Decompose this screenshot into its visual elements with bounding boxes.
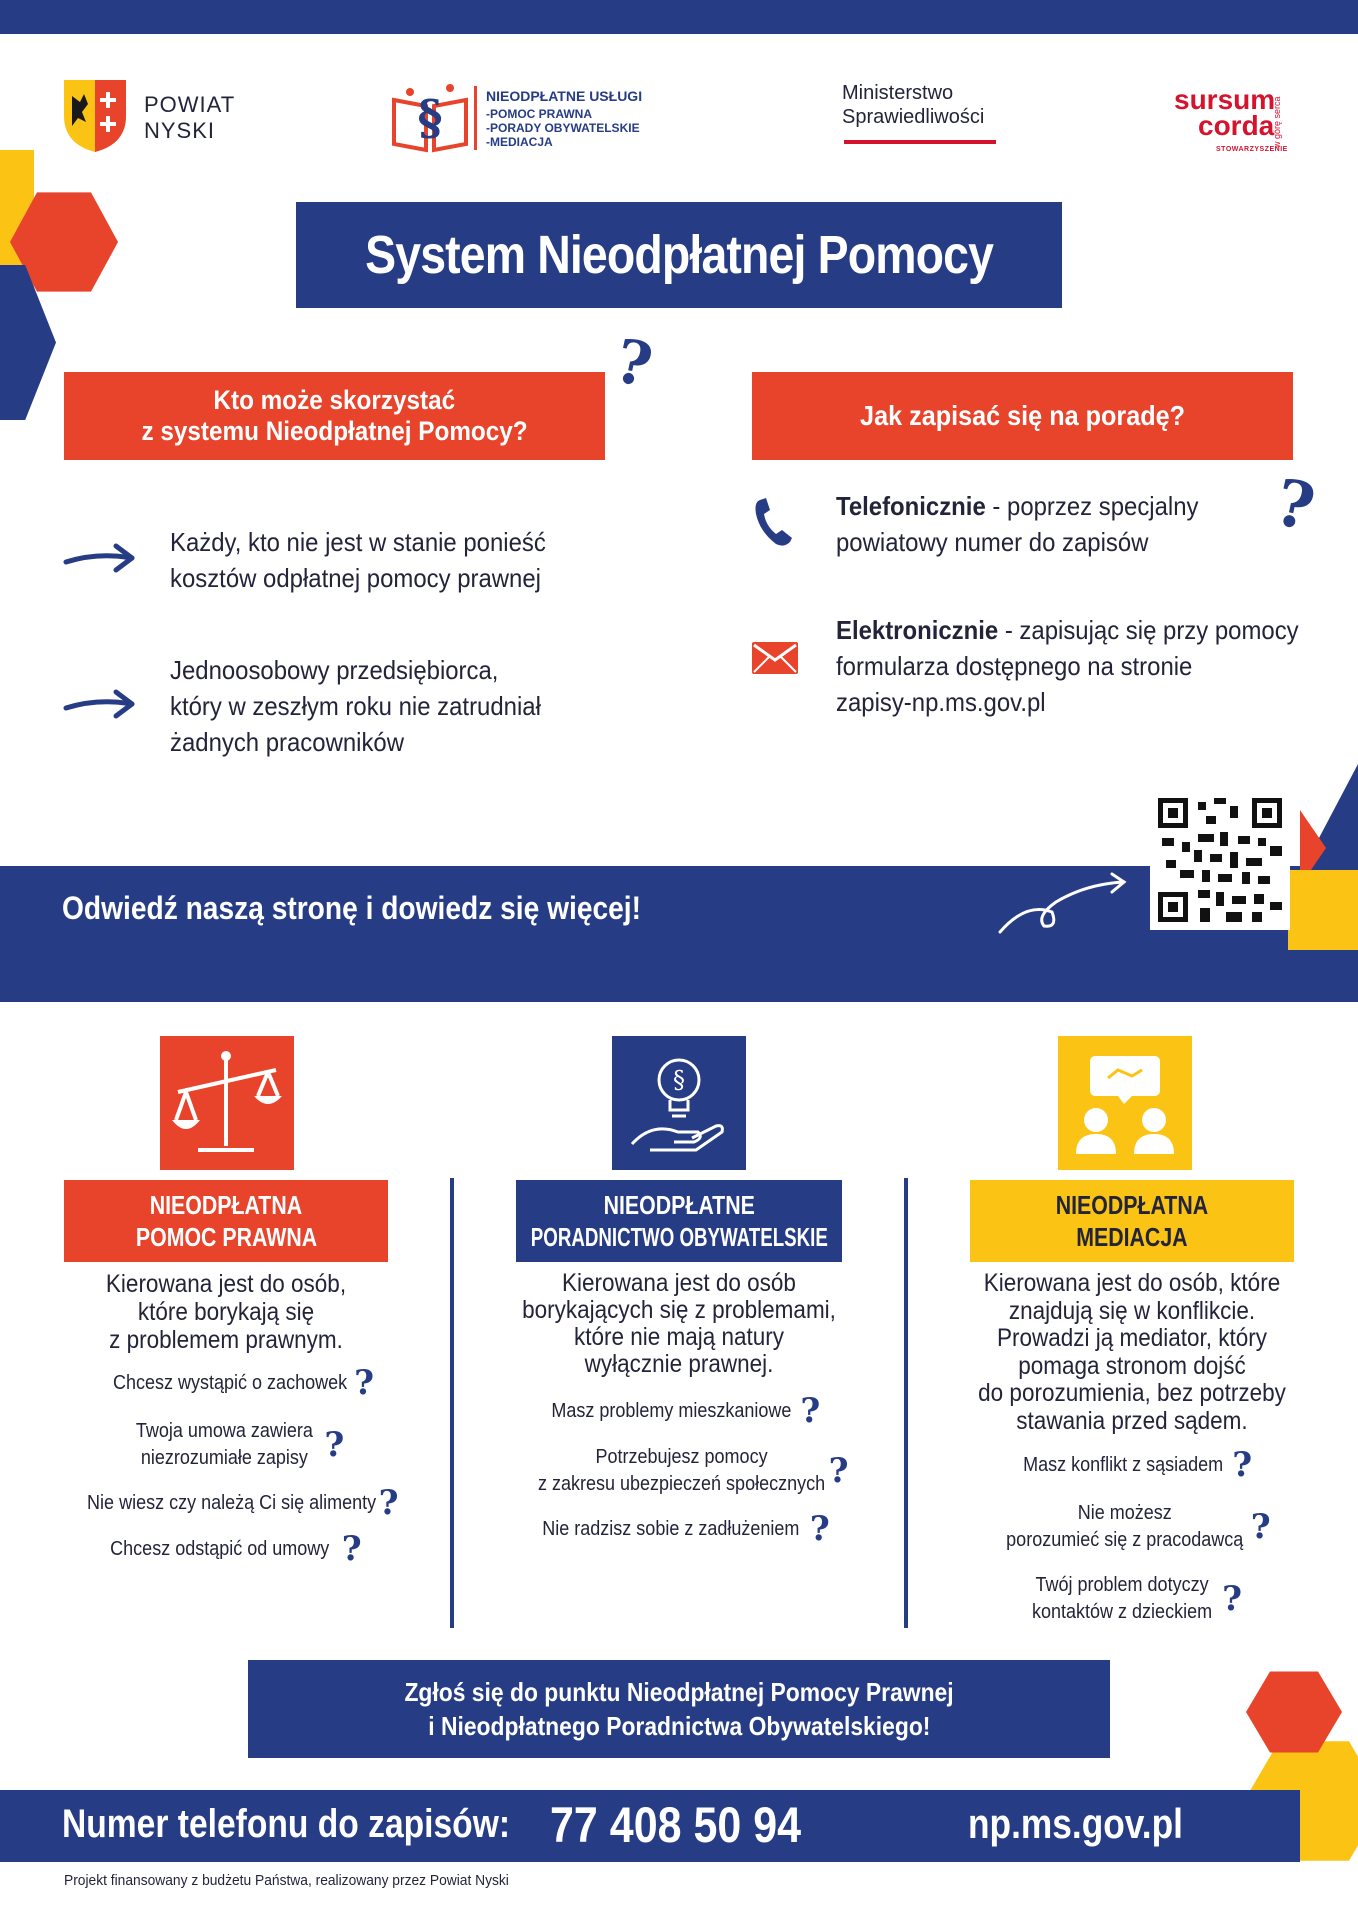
civic-q2 xyxy=(490,1444,880,1498)
ministry-logo xyxy=(842,80,1002,152)
column-divider xyxy=(450,1178,454,1628)
how-phone-line2: powiatowy numer do zapisów xyxy=(836,527,1149,557)
mediation-q2-line1: Nie możesz xyxy=(1078,1502,1173,1524)
how-email-bold: Elektronicznie xyxy=(836,615,999,645)
how-phone xyxy=(836,488,1198,560)
services-line2: -POMOC PRAWNA xyxy=(486,107,592,121)
legal-description xyxy=(64,1270,388,1354)
mediation-title-box xyxy=(970,1180,1294,1262)
mediation-q1-text: Masz konflikt z sąsiadem xyxy=(1023,1453,1224,1476)
who-item1 xyxy=(170,524,546,596)
mediation-q2 xyxy=(950,1500,1314,1554)
legal-q4-text: Chcesz odstąpić od umowy xyxy=(110,1537,330,1560)
mediation-desc-line5: do porozumienia, bez potrzeby xyxy=(978,1379,1286,1407)
how-heading-box xyxy=(752,372,1293,460)
sursum-side: w górę serca xyxy=(1272,96,1282,148)
question-mark-icon: ? xyxy=(354,1363,375,1403)
legal-icon-box xyxy=(160,1036,294,1170)
mediation-title-line1: NIEODPŁATNA xyxy=(1055,1190,1209,1220)
powiat-line2: NYSKI xyxy=(144,118,216,143)
legal-title-line1: NIEODPŁATNA xyxy=(149,1190,303,1220)
civic-q1 xyxy=(500,1391,858,1431)
arrow-right-icon xyxy=(62,686,138,722)
civic-q3-text: Nie radzisz sobie z zadłużeniem xyxy=(542,1517,800,1540)
civic-title-line1: NIEODPŁATNE xyxy=(603,1190,755,1220)
svg-text:§: § xyxy=(673,1066,685,1094)
envelope-icon xyxy=(752,642,798,674)
how-heading: Jak zapisać się na poradę? xyxy=(860,400,1185,431)
question-mark-icon: ? xyxy=(1250,1507,1271,1547)
who-item2-line1: Jednoosobowy przedsiębiorca, xyxy=(170,655,499,685)
services-logo xyxy=(390,78,670,158)
main-title-banner xyxy=(296,202,1062,308)
how-email-line2: formularza dostępnego na stronie xyxy=(836,651,1193,681)
legal-title-box xyxy=(64,1180,388,1262)
visit-text: Odwiedź naszą stronę i dowiedz się więcej! xyxy=(62,890,641,926)
how-phone-bold: Telefonicznie xyxy=(836,491,986,521)
who-heading-box xyxy=(64,372,605,460)
cta-line1: Zgłoś się do punktu Nieodpłatnej Pomocy Prawnej xyxy=(404,1677,954,1707)
legal-title-line2: POMOC PRAWNA xyxy=(135,1222,317,1252)
legal-desc-line2: które borykają się xyxy=(137,1298,315,1326)
ministry-underline xyxy=(844,140,996,144)
who-item2 xyxy=(170,652,541,760)
legal-q2-line1: Twoja umowa zawiera xyxy=(135,1420,313,1442)
mediation-q2-line2: porozumieć się z pracodawcą xyxy=(1006,1529,1244,1551)
services-line1: NIEODPŁATNE USŁUGI xyxy=(486,88,643,104)
top-bar xyxy=(0,0,1358,34)
paragraph-book-icon xyxy=(390,78,470,154)
civic-desc-line3: które nie mają natury xyxy=(573,1323,785,1351)
legal-desc-line3: z problemem prawnym. xyxy=(109,1326,343,1354)
mediation-description xyxy=(950,1270,1314,1435)
legal-q3-text: Nie wiesz czy należą Ci się alimenty xyxy=(87,1491,377,1514)
question-mark-icon: ? xyxy=(341,1529,362,1569)
civic-description xyxy=(500,1270,858,1378)
sursum-corda-logo xyxy=(1172,86,1302,162)
legal-q3 xyxy=(30,1483,440,1523)
question-mark-icon: ? xyxy=(609,326,659,402)
civic-title-box xyxy=(516,1180,842,1262)
legal-q1 xyxy=(52,1363,422,1403)
sursum-org: STOWARZYSZENIE xyxy=(1216,146,1288,153)
qr-code-frame[interactable] xyxy=(1150,790,1290,930)
ministry-line2: Sprawiedliwości xyxy=(842,106,985,128)
civic-q2-line2: z zakresu ubezpieczeń społecznych xyxy=(537,1473,825,1495)
coat-of-arms-icon xyxy=(62,78,128,154)
civic-desc-line2: borykających się z problemami, xyxy=(522,1296,836,1324)
how-email xyxy=(836,612,1299,720)
mediation-q1 xyxy=(950,1445,1314,1485)
main-title: System Nieodpłatnej Pomocy xyxy=(365,225,993,285)
civic-desc-line4: wyłącznie prawnej. xyxy=(584,1350,774,1378)
sursum-line2: corda xyxy=(1198,110,1275,141)
question-mark-icon: ? xyxy=(324,1425,345,1465)
question-mark-icon: ? xyxy=(1232,1445,1253,1485)
how-email-line3: zapisy-np.ms.gov.pl xyxy=(836,687,1046,717)
cta-banner xyxy=(248,1660,1110,1758)
who-item1-line2: kosztów odpłatnej pomocy prawnej xyxy=(170,563,541,593)
cta-line2: i Nieodpłatnego Poradnictwa Obywatelskiego! xyxy=(427,1711,931,1741)
question-mark-icon: ? xyxy=(828,1451,849,1491)
curly-arrow-icon xyxy=(996,872,1130,938)
question-mark-icon: ? xyxy=(1222,1579,1242,1619)
civic-q1-text: Masz problemy mieszkaniowe xyxy=(550,1399,792,1422)
question-mark-icon: ? xyxy=(809,1509,830,1549)
legal-q4 xyxy=(60,1529,400,1569)
mediation-icon-box xyxy=(1058,1036,1192,1170)
legal-q2 xyxy=(90,1418,380,1472)
civic-icon-box xyxy=(612,1036,746,1170)
phone-icon xyxy=(752,496,796,550)
footer-website[interactable]: np.ms.gov.pl xyxy=(968,1800,1183,1847)
mediation-q3-line2: kontaktów z dzieckiem xyxy=(1032,1601,1213,1623)
civic-q3 xyxy=(500,1509,858,1549)
powiat-logo xyxy=(62,78,262,158)
arrow-right-icon xyxy=(62,540,138,576)
question-mark-icon: ? xyxy=(378,1483,399,1523)
mediation-desc-line2: znajdują się w konflikcie. xyxy=(1008,1296,1256,1325)
services-line3: -PORADY OBYWATELSKIE xyxy=(486,121,640,135)
lightbulb-hand-icon xyxy=(622,1046,736,1160)
mediation-q3-line1: Twój problem dotyczy xyxy=(1035,1574,1209,1596)
powiat-line1: POWIAT xyxy=(144,92,236,117)
mediation-desc-line4: pomaga stronom dojść xyxy=(1018,1351,1246,1380)
question-mark-icon: ? xyxy=(1268,464,1321,547)
who-heading-line2: z systemu Nieodpłatnej Pomocy? xyxy=(141,416,528,446)
who-item1-line1: Każdy, kto nie jest w stanie ponieść xyxy=(170,527,546,557)
services-divider xyxy=(474,86,477,150)
question-mark-icon: ? xyxy=(800,1391,821,1431)
ministry-line1: Ministerstwo xyxy=(842,82,954,104)
how-email-rest: - zapisując się przy pomocy xyxy=(998,615,1299,645)
mediation-desc-line1: Kierowana jest do osób, które xyxy=(983,1269,1281,1297)
legal-q1-text: Chcesz wystąpić o zachowek xyxy=(112,1371,348,1394)
legal-q2-line2: niezrozumiałe zapisy xyxy=(140,1447,308,1469)
mediation-desc-line6: stawania przed sądem. xyxy=(1016,1406,1248,1435)
who-heading-line1: Kto może skorzystać xyxy=(213,385,456,415)
legal-desc-line1: Kierowana jest do osób, xyxy=(105,1270,347,1298)
civic-title-line2: PORADNICTWO OBYWATELSKIE xyxy=(530,1222,828,1252)
who-item2-line2: który w zeszłym roku nie zatrudniał xyxy=(170,691,541,721)
sursum-line1: sursum xyxy=(1174,84,1276,115)
column-divider xyxy=(904,1178,908,1628)
civic-desc-line1: Kierowana jest do osób xyxy=(562,1269,796,1297)
footer-funding: Projekt finansowany z budżetu Państwa, realizowany przez Powiat Nyski xyxy=(64,1872,509,1889)
footer-phone-number[interactable]: 77 408 50 94 xyxy=(550,1797,802,1853)
scales-icon xyxy=(168,1046,286,1158)
civic-q2-line1: Potrzebujesz pomocy xyxy=(594,1446,768,1468)
people-talk-icon xyxy=(1068,1046,1182,1160)
mediation-title-line2: MEDIACJA xyxy=(1076,1222,1188,1252)
qr-code-icon[interactable] xyxy=(1158,798,1282,922)
footer-phone-label: Numer telefonu do zapisów: xyxy=(62,1802,511,1846)
services-line4: -MEDIACJA xyxy=(486,135,553,149)
mediation-desc-line3: Prowadzi ją mediator, który xyxy=(996,1324,1268,1352)
svg-text:§: § xyxy=(417,90,443,146)
who-item2-line3: żadnych pracowników xyxy=(170,727,405,757)
how-phone-rest: - poprzez specjalny xyxy=(985,491,1199,521)
deco-yellow-right xyxy=(1288,870,1358,950)
mediation-q3 xyxy=(950,1572,1314,1626)
